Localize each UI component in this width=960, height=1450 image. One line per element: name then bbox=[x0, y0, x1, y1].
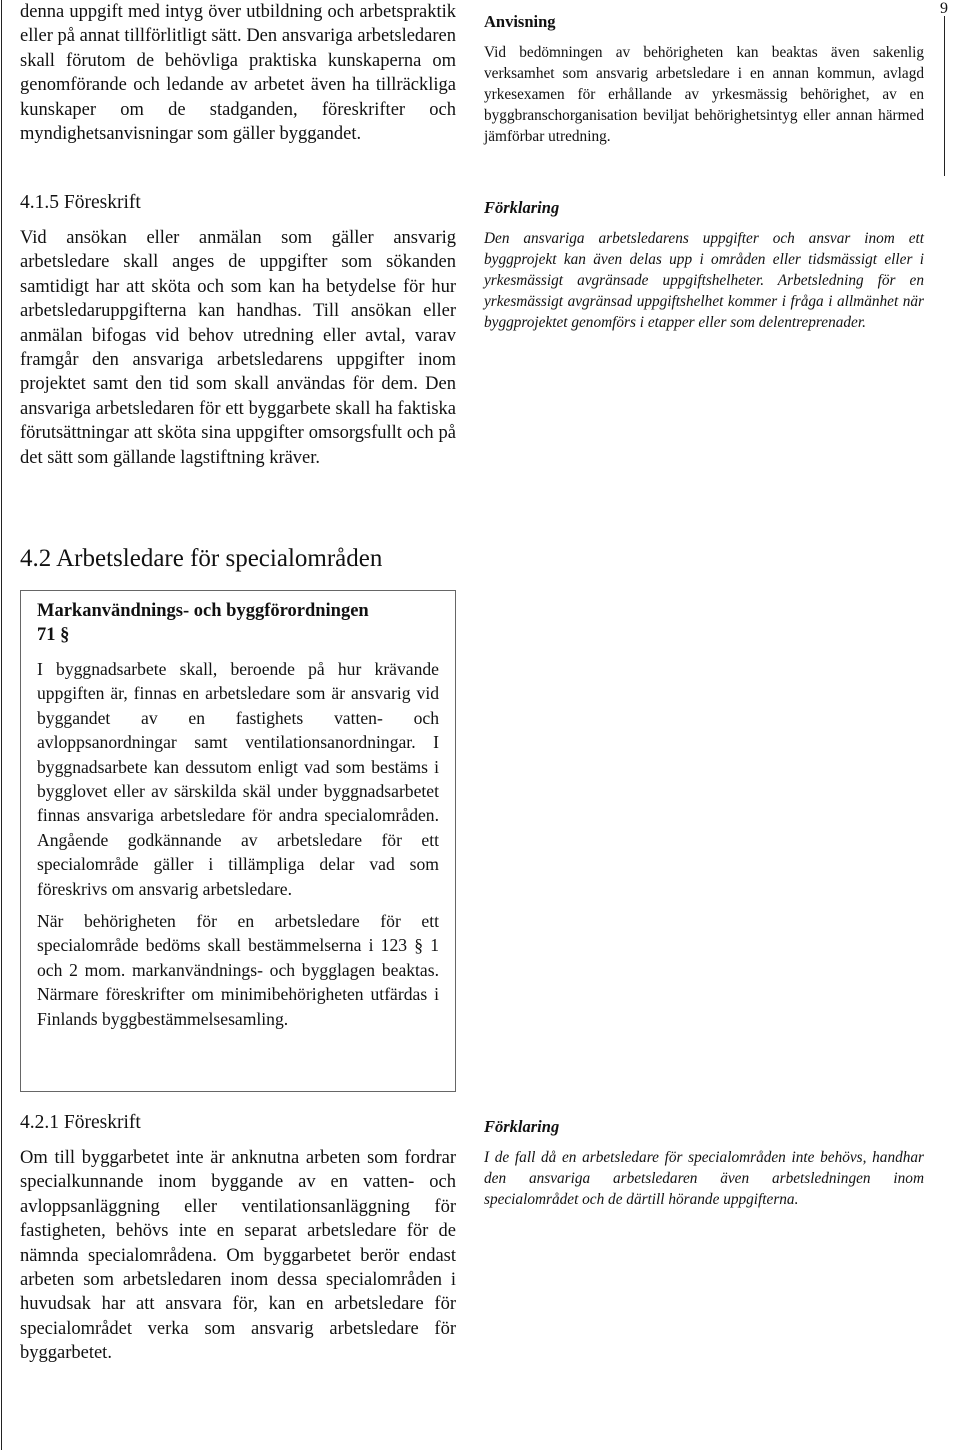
section-4-1-5-body: Vid ansökan eller anmälan som gäller ansvarig arbetsledare skall anges de uppgifter som sökanden samtidigt har att sköta och som kan ha betydelse för hur arbetsledaruppgifterna kan handhas. Till ansökan eller anmälan bifogas vid behov utredning eller avtal, varav framgår den ansvariga arbetsledarens uppgifter inom projektet samt den tid som skall användas för dem. Den ansvariga arbetsledaren för ett byggarbete skall ha faktiska förutsättningar att sköta sina uppgifter omsorgsfullt och på det sätt som gällande lagstiftning kräver. bbox=[20, 228, 456, 468]
law-quote-box bbox=[20, 590, 456, 1092]
forklaring-2-body: I de fall då en arbetsledare för specialområden inte behövs, handhar den ansvariga arbetsledaren även arbetsledningen inom specialområdet och de därtill hörande uppgifterna. bbox=[484, 1149, 924, 1208]
section-4-2-1-body: Om till byggarbetet inte är anknutna arbeten som fordrar specialkunnande inom byggande av en vatten- och avloppsanläggning eller ventilationsanläggning för fastigheten, behövs inte en separat arbetsledare för de nämnda specialområdena. Om byggarbetet berör endast arbeten som arbetsledaren inom dessa specialområden i huvudsak har att ansvara för, kan en arbetsledare för specialområdet verka som ansvarig arbetsledare för byggarbetet. bbox=[20, 1148, 456, 1364]
law-title bbox=[37, 599, 439, 647]
anvisning-body: Vid bedömningen av behörigheten kan beaktas även sakenlig verksamhet som ansvarig arbetsledare i en annan kommun, avlagd yrkesexamen för erhållande av yrkesmässig behörighet, av en byggbranschorganisation beviljat behörighetsintyg eller annan härmed jämförbar utredning. bbox=[484, 44, 924, 145]
page-number: 9 bbox=[940, 0, 948, 17]
forklaring-1-body: Den ansvariga arbetsledarens uppgifter och ansvar inom ett byggprojekt kan även delas upp i områden eller tidsmässigt eller i yrkesmässigt avgränsade uppgiftshelheter. Arbetsledning för en yrkesmässigt avgränsad uppgiftshelhet kommer i fråga i allmänhet när byggprojektet genomförs i etapper eller som delentreprenader. bbox=[484, 230, 924, 331]
section-4-2-1-heading: 4.2.1 Föreskrift bbox=[20, 1112, 141, 1133]
law-paragraph-1: I byggnadsarbete skall, beroende på hur krävande uppgiften är, finnas en arbetsledare som är ansvarig vid byggandet av en fastighets vatten- och avloppsanordningar samt ventilationsanordningar. I byggnadsarbete kan dessutom enligt vad som bestäms i bygglovet eller av särskilda skäl under byggnadsarbetet finnas ansvariga arbetsledare för andra specialområden. Angående godkännande av arbetsledare för ett specialområde gäller i tillämpliga delar vad som föreskrivs om ansvarig arbetsledare. bbox=[37, 659, 439, 899]
left-margin-rule bbox=[1, 0, 2, 1450]
section-4-1-5-heading: 4.1.5 Föreskrift bbox=[20, 192, 141, 213]
forklaring-2-heading: Förklaring bbox=[484, 1117, 560, 1136]
law-title-name: Markanvändnings- och byggförordningen bbox=[37, 601, 369, 621]
forklaring-1-heading: Förklaring bbox=[484, 198, 560, 217]
intro-paragraph: denna uppgift med intyg över utbildning och arbetspraktik eller på annat tillförlitligt sätt. Den ansvariga arbetsledaren skall förutom de behövliga praktiska kunskaperna om genomförande och ledande av arbetet även ha tillräckliga kunskaper om de stadganden, föreskrifter och myndighetsanvisningar som gäller byggandet. bbox=[20, 2, 456, 145]
section-4-2-heading: 4.2 Arbetsledare för specialområden bbox=[20, 545, 383, 572]
law-section-number: 71 § bbox=[37, 625, 70, 645]
anvisning-heading: Anvisning bbox=[484, 12, 556, 31]
right-margin-rule bbox=[944, 16, 945, 176]
law-paragraph-2: När behörigheten för en arbetsledare för ett specialområde bedöms skall bestämmelserna i 123 § 1 och 2 mom. markanvändnings- och bygglagen beaktas. Närmare föreskrifter om minimibehörigheten utfärdas i Finlands byggbestämmelsesamling. bbox=[37, 911, 439, 1029]
